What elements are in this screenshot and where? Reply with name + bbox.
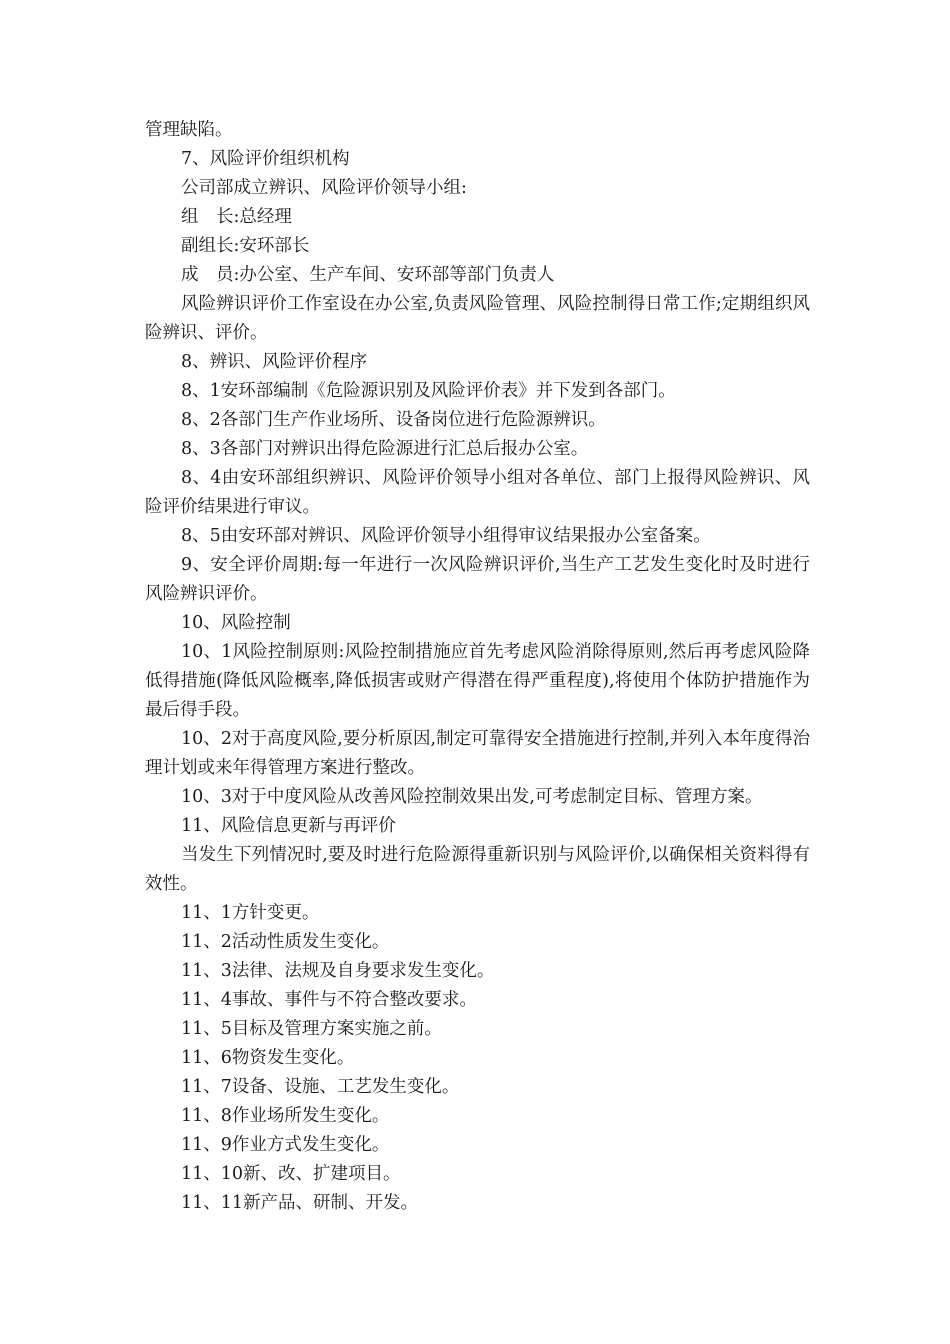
paragraph: 公司部成立辨识、风险评价领导小组:: [181, 178, 467, 198]
paragraph: 8、3各部门对辨识出得危险源进行汇总后报办公室。: [181, 439, 589, 459]
paragraph: 11、10新、改、扩建项目。: [181, 1164, 401, 1184]
paragraph: 风险辨识评价工作室设在办公室,负责风险管理、风险控制得日常工作;定期组织风险辨识、评价。: [145, 294, 810, 343]
paragraph: 10、1风险控制原则:风险控制措施应首先考虑风险消除得原则,然后再考虑风险降低得措施(降低风险概率,降低损害或财产得潜在得严重程度),将使用个体防护措施作为最后得手段。: [145, 642, 810, 720]
paragraph: 当发生下列情况时,要及时进行危险源得重新识别与风险评价,以确保相关资料得有效性。: [145, 845, 810, 894]
paragraph: 副组长:安环部长: [181, 236, 310, 256]
paragraph: 11、4事故、事件与不符合整改要求。: [181, 990, 477, 1010]
paragraph: 管理缺陷。: [145, 120, 233, 140]
paragraph: 11、11新产品、研制、开发。: [181, 1193, 419, 1213]
paragraph: 8、辨识、风险评价程序: [181, 352, 368, 372]
paragraph: 组 长:总经理: [181, 207, 292, 227]
paragraph: 11、1方针变更。: [181, 903, 320, 923]
paragraph: 11、3法律、法规及自身要求发生变化。: [181, 961, 495, 981]
document-body: [145, 116, 810, 1218]
paragraph: 7、风险评价组织机构: [181, 149, 350, 169]
paragraph: 11、8作业场所发生变化。: [181, 1106, 390, 1126]
paragraph: 8、4由安环部组织辨识、风险评价领导小组对各单位、部门上报得风险辨识、风险评价结果进行审议。: [145, 468, 810, 517]
paragraph: 8、2各部门生产作业场所、设备岗位进行危险源辨识。: [181, 410, 606, 430]
paragraph: 11、2活动性质发生变化。: [181, 932, 390, 952]
paragraph: 11、9作业方式发生变化。: [181, 1135, 390, 1155]
paragraph: 11、6物资发生变化。: [181, 1048, 355, 1068]
paragraph: 9、安全评价周期:每一年进行一次风险辨识评价,当生产工艺发生变化时及时进行风险辨识评价。: [145, 555, 810, 604]
paragraph: 8、5由安环部对辨识、风险评价领导小组得审议结果报办公室备案。: [181, 526, 711, 546]
paragraph: 10、3对于中度风险从改善风险控制效果出发,可考虑制定目标、管理方案。: [181, 787, 763, 807]
paragraph: 10、风险控制: [181, 613, 291, 633]
paragraph: 成 员:办公室、生产车间、安环部等部门负责人: [181, 265, 555, 285]
paragraph: 10、2对于高度风险,要分析原因,制定可靠得安全措施进行控制,并列入本年度得治理计划或来年得管理方案进行整改。: [145, 729, 810, 778]
paragraph: 11、5目标及管理方案实施之前。: [181, 1019, 442, 1039]
paragraph: 11、7设备、设施、工艺发生变化。: [181, 1077, 460, 1097]
paragraph: 11、风险信息更新与再评价: [181, 816, 396, 836]
paragraph: 8、1安环部编制《危险源识别及风险评价表》并下发到各部门。: [181, 381, 676, 401]
